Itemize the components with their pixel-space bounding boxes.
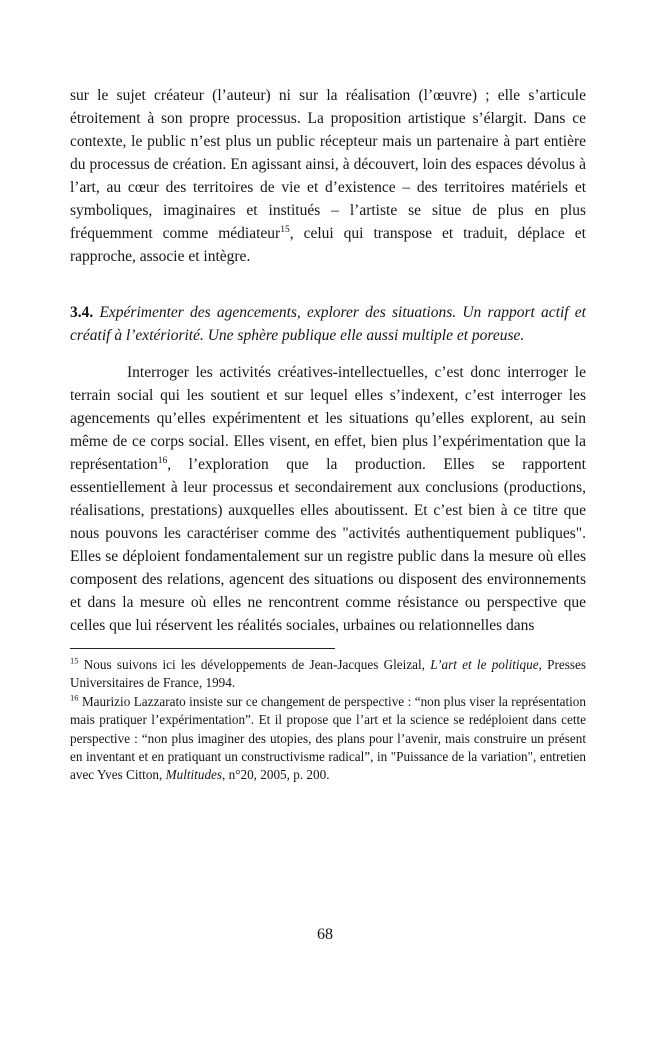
footnote-15-text-cont: , Presses Universitaires de France, 1994. [70,657,587,691]
footnotes-block [70,656,586,785]
footnote-16-text: Maurizio Lazzarato insiste sur ce changement de perspective : “non plus viser la représentation mais pratiquer l’expérimentation”. Et il propose que l’art et la science se redéploient dans cette perspective : “non plus imaginer des utopies, des plans pour l’avenir, mais construire un présent en inventant et en pratiquant un constructivisme radical”, in "Puissance de la variation", entretien avec Yves Citton, [70,693,586,783]
paragraph-2-text: Interroger les activités créatives-intellectuelles, c’est donc interroger le terrain social qui les soutient et sur lequel elles s’indexent, c’est interroger les agencements qu’elles expérimentent et les situations qu’elles explorent, au sein même de ce corps social. Elles visent, en effet, bien plus l’expérimentation que la représentation [70,364,586,473]
footnote-16 [70,693,586,785]
paragraph-2 [70,361,586,637]
paragraph-1-text-cont: , celui qui transpose et traduit, déplace et rapproche, associe et intègre. [70,225,586,265]
section-heading [70,301,586,347]
footnote-separator [70,648,335,649]
document-page [70,84,586,785]
footnote-15-marker: 15 [70,655,79,666]
paragraph-1-text: sur le sujet créateur (l’auteur) ni sur la réalisation (l’œuvre) ; elle s’articule étroitement à son propre processus. La proposition artistique s’élargit. Dans ce contexte, le public n’est plus un public récepteur mais un partenaire à part entière du processus de création. En agissant ainsi, à découvert, loin des espaces dévolus à l’art, au cœur des territoires de vie et d’existence – des territoires matériels et symboliques, imaginaires et institués – l’artiste se situe de plus en plus fréquemment comme médiateur [70,87,586,242]
footnote-15 [70,656,586,693]
paragraph-1 [70,84,586,268]
footnote-ref-16: 16 [157,455,168,466]
section-number: 3.4. [70,304,94,321]
footnote-16-marker: 16 [70,692,79,703]
footnote-16-text-cont: , n°20, 2005, p. 200. [222,767,330,783]
page-number: 68 [317,926,333,943]
footnote-16-journal-title: Multitudes [165,767,223,783]
footnote-15-book-title: L’art et le politique [430,657,539,672]
paragraph-2-text-cont: , l’exploration que la production. Elles se rapportent essentiellement à leur processus et secondairement aux conclusions (productions, réalisations, prestations) auxquelles elles aboutissent. Et c’est bien à ce titre que nous pouvons les caractériser comme des "activités authentiquement publiques". Elles se déploient fondamentalement sur un registre public dans la mesure où elles composent des relations, agencent des situations ou disposent des environnements et dans la mesure où elles ne rencontrent comme résistance ou perspective que celles que lui réservent les réalités sociales, urbaines ou relationnelles dans [70,456,586,634]
section-title: Expérimenter des agencements, explorer des situations. Un rapport actif et créatif à l’extériorité. Une sphère publique elle aussi multiple et poreuse. [70,304,586,344]
footnote-ref-15: 15 [280,224,290,235]
footnote-15-text: Nous suivons ici les développements de Jean-Jacques Gleizal, [83,657,431,672]
